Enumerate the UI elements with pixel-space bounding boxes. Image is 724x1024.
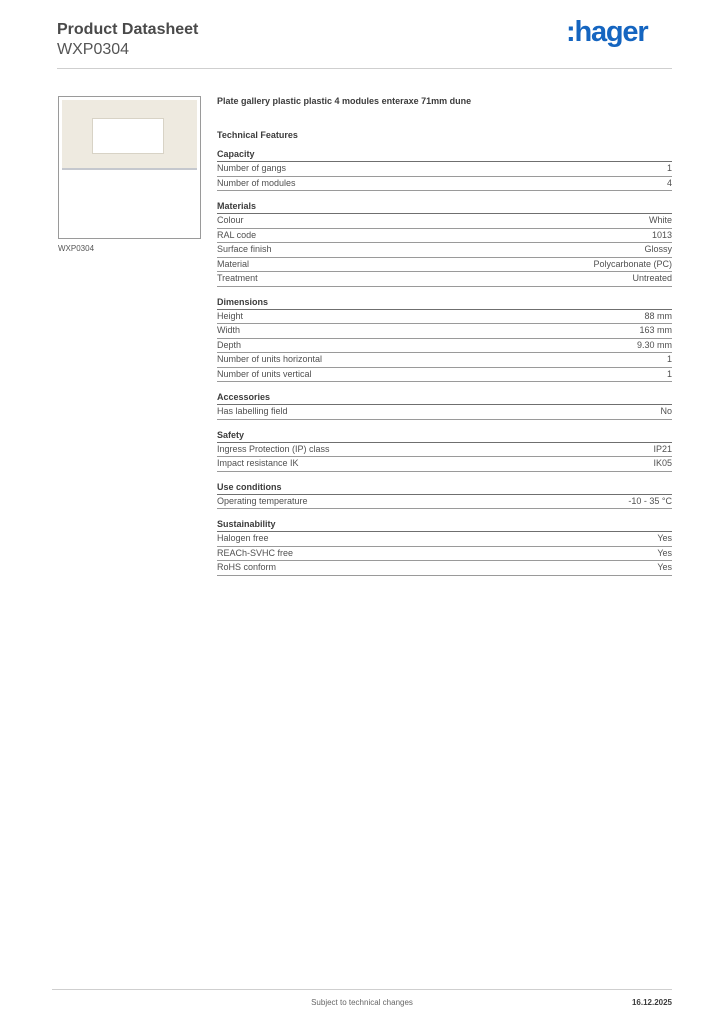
spec-label: Number of units horizontal: [217, 354, 323, 364]
spec-value: Yes: [657, 547, 672, 558]
spec-section: [217, 391, 672, 420]
spec-section: [217, 518, 672, 576]
spec-label: Width: [217, 325, 241, 335]
spec-row: [217, 368, 672, 383]
spec-value: 9.30 mm: [636, 339, 672, 350]
section-title: Dimensions: [217, 296, 672, 310]
spec-value: Yes: [657, 533, 672, 543]
spec-row: [217, 457, 672, 472]
spec-label: Operating temperature: [217, 495, 308, 506]
section-title: Accessories: [217, 391, 672, 405]
footer-date: 16.12.2025: [631, 998, 672, 1007]
spec-row: [217, 229, 672, 244]
spec-label: Impact resistance IK: [217, 458, 299, 468]
spec-label: Colour: [217, 215, 244, 225]
spec-row: [217, 272, 672, 287]
spec-row: [217, 405, 672, 420]
spec-label: Number of gangs: [217, 163, 287, 173]
spec-section: [217, 296, 672, 383]
plate-opening: [92, 118, 164, 154]
spec-value: -10 - 35 °C: [628, 495, 672, 506]
spec-value: IP21: [653, 443, 672, 454]
spec-row: [217, 532, 672, 547]
product-image: [58, 96, 201, 239]
spec-value: 1: [666, 163, 672, 173]
section-title: Sustainability: [217, 518, 672, 532]
spec-row: [217, 310, 672, 325]
product-code: WXP0304: [57, 41, 130, 58]
spec-value: Yes: [657, 562, 672, 572]
spec-row: [217, 561, 672, 576]
spec-label: RoHS conform: [217, 562, 277, 572]
spec-row: [217, 258, 672, 273]
spec-value: White: [648, 215, 672, 225]
footer-note: Subject to technical changes: [311, 998, 413, 1007]
spec-label: REACh-SVHC free: [217, 547, 294, 558]
technical-features-title: Technical Features: [217, 130, 298, 140]
spec-row: [217, 214, 672, 229]
spec-row: [217, 177, 672, 192]
spec-row: [217, 162, 672, 177]
spec-sections: [217, 148, 672, 576]
spec-label: RAL code: [217, 229, 257, 240]
spec-label: Number of modules: [217, 177, 296, 188]
section-title: Safety: [217, 429, 672, 443]
spec-value: 1013: [651, 229, 672, 240]
spec-value: 1: [666, 354, 672, 364]
page-header: [57, 20, 198, 59]
spec-value: Untreated: [632, 273, 672, 283]
spec-value: 4: [666, 177, 672, 188]
spec-row: [217, 547, 672, 562]
spec-section: [217, 200, 672, 287]
spec-label: Number of units vertical: [217, 368, 312, 379]
spec-label: Has labelling field: [217, 406, 288, 416]
section-title: Capacity: [217, 148, 672, 162]
image-caption: WXP0304: [58, 244, 95, 253]
spec-row: [217, 339, 672, 354]
section-title: Use conditions: [217, 481, 672, 495]
spec-row: [217, 324, 672, 339]
product-description: Plate gallery plastic plastic 4 modules enteraxe 71mm dune: [217, 96, 472, 106]
spec-value: Glossy: [644, 244, 672, 254]
header-divider: [57, 68, 672, 69]
spec-label: Halogen free: [217, 533, 269, 543]
footer-divider: [52, 989, 672, 990]
spec-value: 163 mm: [639, 325, 672, 335]
spec-label: Height: [217, 310, 244, 321]
spec-label: Material: [217, 258, 250, 269]
spec-label: Depth: [217, 339, 242, 350]
spec-value: IK05: [653, 458, 672, 468]
document-title: Product Datasheet: [57, 21, 199, 38]
cover-plate-picture: [62, 100, 197, 170]
spec-section: [217, 148, 672, 191]
spec-row: [217, 243, 672, 258]
hager-logo: :hager: [566, 16, 648, 48]
spec-value: 88 mm: [644, 310, 672, 321]
spec-label: Ingress Protection (IP) class: [217, 443, 330, 454]
spec-row: [217, 495, 672, 510]
spec-label: Treatment: [217, 273, 258, 283]
spec-value: No: [660, 406, 672, 416]
spec-row: [217, 353, 672, 368]
spec-value: Polycarbonate (PC): [593, 258, 672, 269]
spec-label: Surface finish: [217, 244, 272, 254]
spec-value: 1: [666, 368, 672, 379]
spec-row: [217, 443, 672, 458]
spec-section: [217, 481, 672, 510]
spec-section: [217, 429, 672, 472]
section-title: Materials: [217, 200, 672, 214]
datasheet-content: [217, 94, 672, 585]
